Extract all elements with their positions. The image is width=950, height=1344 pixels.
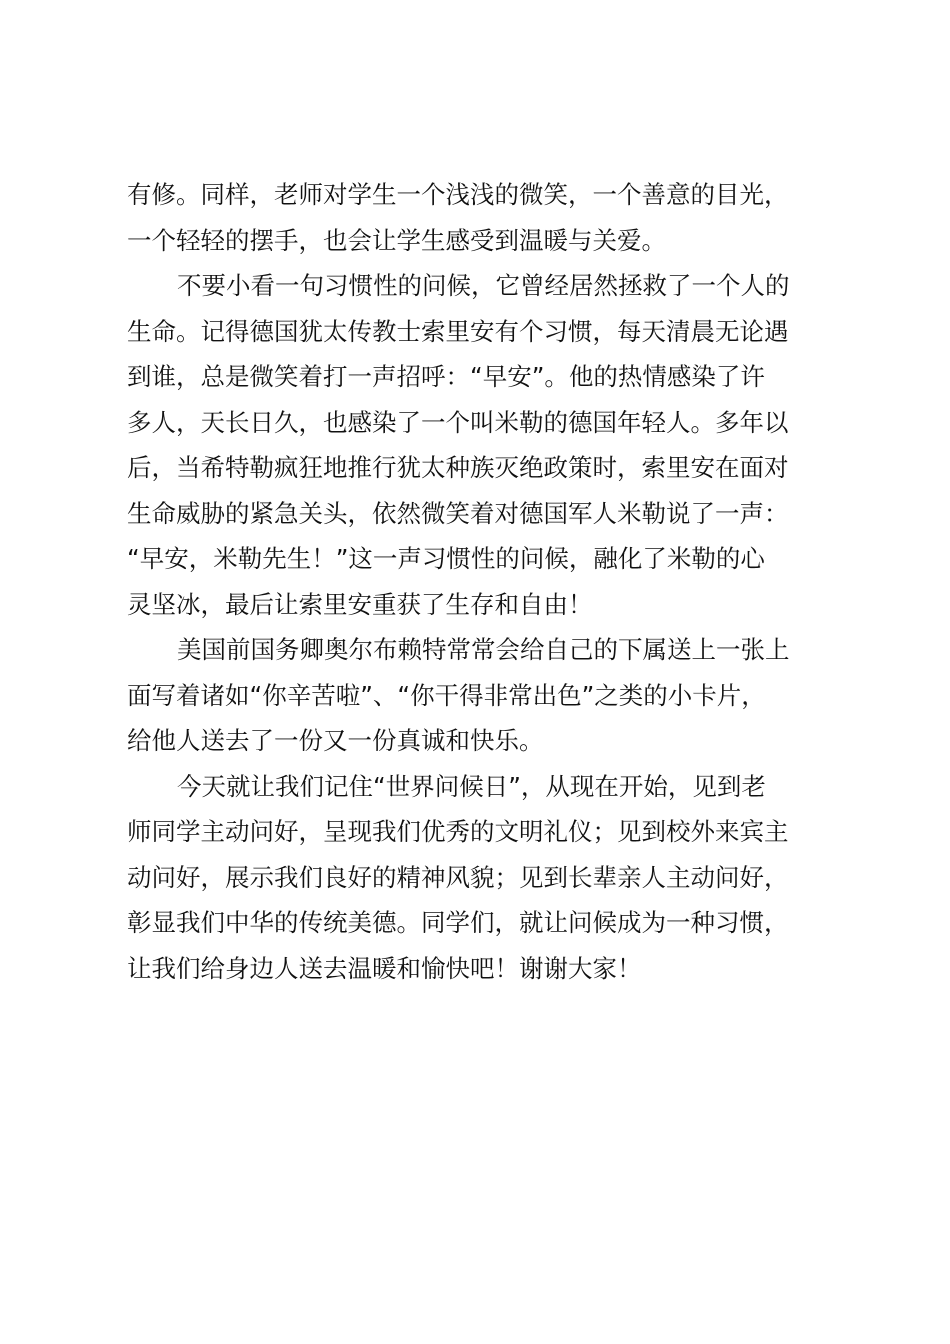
text-line: 灵坚冰，最后让索里安重获了生存和自由！: [127, 589, 593, 619]
text-line: 到谁，总是微笑着打一声招呼：“早安”。他的热情感染了许: [127, 362, 765, 391]
text-line: 让我们给身边人送去温暖和愉快吧！谢谢大家！: [127, 953, 642, 983]
text-line: 彰显我们中华的传统美德。同学们，就让问候成为一种习惯，: [127, 908, 789, 937]
text-line: 师同学主动问好，呈现我们优秀的文明礼仪；见到校外来宾主: [127, 817, 789, 846]
text-line: 一个轻轻的摆手，也会让学生感受到温暖与关爱。: [127, 225, 666, 255]
text-line: 生命威胁的紧急关头，依然微笑着对德国军人米勒说了一声：: [127, 498, 789, 528]
text-line: 有修。同样，老师对学生一个浅浅的微笑，一个善意的目光，: [127, 180, 789, 209]
text-line: 多人，天长日久，也感染了一个叫米勒的德国年轻人。多年以: [127, 407, 789, 437]
text-line: 面写着诸如“你辛苦啦”、“你干得非常出色”之类的小卡片，: [127, 680, 766, 710]
text-line: 生命。记得德国犹太传教士索里安有个习惯，每天清晨无论遇: [127, 316, 789, 346]
text-line: 后，当希特勒疯狂地推行犹太种族灭绝政策时，索里安在面对: [127, 453, 789, 482]
body-text: [127, 172, 847, 991]
paragraph-start-line: 美国前国务卿奥尔布赖特常常会给自己的下属送上一张上: [177, 635, 790, 664]
text-line: “早安，米勒先生！”这一声习惯性的问候，融化了米勒的心: [127, 544, 765, 573]
paragraph-start-line: 不要小看一句习惯性的问候，它曾经居然拯救了一个人的: [177, 271, 790, 300]
text-line: 给他人送去了一份又一份真诚和快乐。: [127, 726, 544, 755]
paragraph-start-line: 今天就让我们记住“世界问候日”，从现在开始，见到老: [177, 771, 766, 801]
text-line: 动问好，展示我们良好的精神风貌；见到长辈亲人主动问好，: [127, 862, 789, 892]
